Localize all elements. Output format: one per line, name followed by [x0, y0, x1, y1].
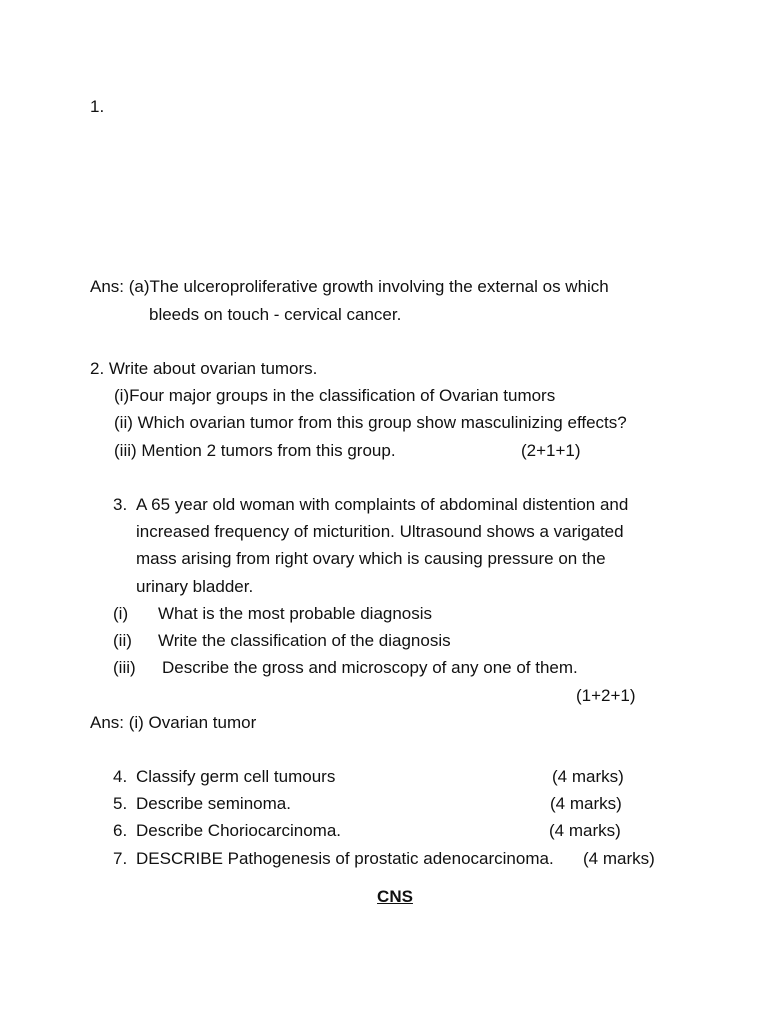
question-3-line-2: increased frequency of micturition. Ultrasound shows a varigated — [136, 522, 624, 541]
question-1-number: 1. — [90, 97, 105, 116]
question-2-part-3: (iii) Mention 2 tumors from this group. — [114, 441, 396, 460]
list-item-number: 7. — [113, 849, 128, 868]
question-3-marks: (1+2+1) — [576, 686, 636, 705]
section-heading: CNS — [377, 887, 413, 906]
question-3-subpart-text: What is the most probable diagnosis — [158, 604, 433, 623]
question-3-line-1: A 65 year old woman with complaints of abdominal distention and — [136, 495, 629, 514]
question-1-answer-line-1: Ans: (a)The ulceroproliferative growth involving the external os which — [90, 277, 609, 296]
list-item-text: Describe seminoma. — [136, 794, 291, 813]
list-item-marks: (4 marks) — [552, 767, 624, 786]
question-3-subpart-label: (iii) — [113, 658, 136, 677]
question-3-number: 3. — [113, 495, 128, 514]
list-item-text: Classify germ cell tumours — [136, 767, 336, 786]
list-item-number: 5. — [113, 794, 128, 813]
question-3-line-4: urinary bladder. — [136, 577, 254, 596]
list-item-text: Describe Choriocarcinoma. — [136, 821, 342, 840]
list-item-marks: (4 marks) — [550, 794, 622, 813]
question-3-line-3: mass arising from right ovary which is causing pressure on the — [136, 549, 606, 568]
question-3-subpart-label: (ii) — [113, 631, 132, 650]
question-3-subpart-text: Write the classification of the diagnosis — [158, 631, 451, 650]
question-3-answer: Ans: (i) Ovarian tumor — [90, 713, 257, 732]
question-2-title: 2. Write about ovarian tumors. — [90, 359, 318, 378]
list-item-marks: (4 marks) — [583, 849, 655, 868]
question-2-part-2: (ii) Which ovarian tumor from this group show masculinizing effects? — [114, 413, 627, 432]
question-3-subpart-text: Describe the gross and microscopy of any one of them. — [162, 658, 578, 677]
question-1-answer-line-2: bleeds on touch - cervical cancer. — [149, 305, 402, 324]
question-2-marks: (2+1+1) — [521, 441, 581, 460]
list-item-text: DESCRIBE Pathogenesis of prostatic adenocarcinoma. — [136, 849, 554, 868]
question-2-part-1: (i)Four major groups in the classification of Ovarian tumors — [114, 386, 556, 405]
list-item-marks: (4 marks) — [549, 821, 621, 840]
list-item-number: 4. — [113, 767, 128, 786]
question-3-subpart-label: (i) — [113, 604, 129, 623]
list-item-number: 6. — [113, 821, 128, 840]
